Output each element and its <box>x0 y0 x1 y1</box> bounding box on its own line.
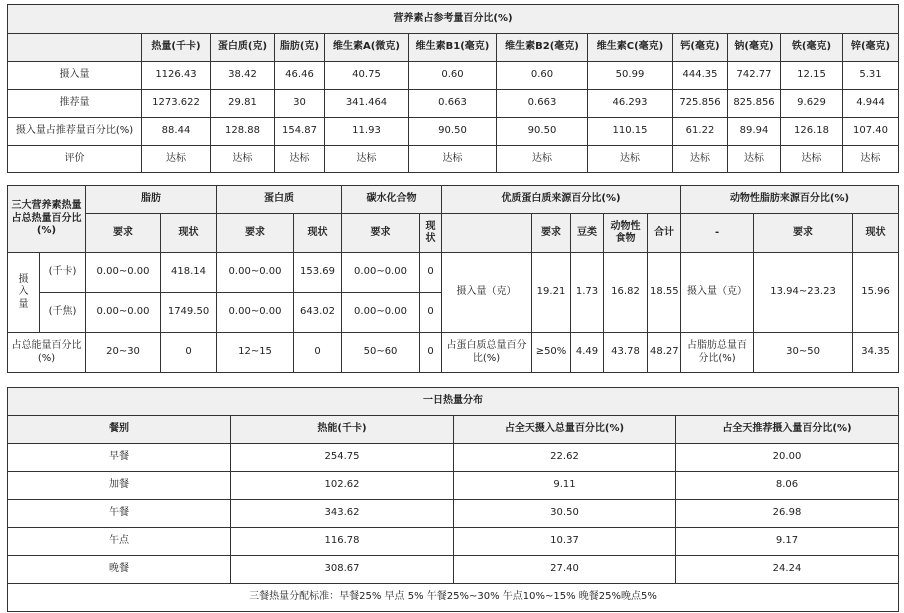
cell: 29.81 <box>211 90 275 118</box>
col-header: 蛋白质(克) <box>211 34 275 62</box>
cell: 24.24 <box>676 556 899 584</box>
col-header: 锌(毫克) <box>843 34 899 62</box>
cell: 达标 <box>275 146 325 173</box>
cell: 50~60 <box>342 333 420 373</box>
table-row <box>8 500 899 528</box>
cell: 0 <box>294 333 342 373</box>
table-row <box>8 293 442 333</box>
table-row <box>8 444 899 472</box>
col-header-recommended-pct: 占全天推荐摄入量百分比(%) <box>676 416 899 444</box>
cell: 46.293 <box>588 90 673 118</box>
cell: 26.98 <box>676 500 899 528</box>
cell: 0.60 <box>497 62 588 90</box>
cell: 20.00 <box>676 444 899 472</box>
cell: 308.67 <box>231 556 454 584</box>
cell: 1749.50 <box>161 293 217 333</box>
cell: 达标 <box>497 146 588 173</box>
cell: 0.00~0.00 <box>86 293 161 333</box>
macronutrient-corner-header: 三大营养素热量占总热量百分比(%) <box>8 186 86 253</box>
cell: 19.21 <box>532 253 571 333</box>
meal-name: 午点 <box>8 528 231 556</box>
cell: 0 <box>161 333 217 373</box>
meal-name: 午餐 <box>8 500 231 528</box>
table-row <box>442 333 899 373</box>
col-header: 要求 <box>754 214 853 253</box>
table-row <box>8 528 899 556</box>
row-label: 摄入量 <box>8 62 142 90</box>
cell: 达标 <box>409 146 497 173</box>
macronutrient-energy-table <box>7 185 442 373</box>
cell: 达标 <box>728 146 781 173</box>
nutrient-table-title: 营养素占参考量百分比(%) <box>8 5 899 34</box>
group-header-fat: 脂肪 <box>86 186 217 214</box>
cell: 达标 <box>673 146 728 173</box>
table-row <box>8 90 899 118</box>
row-label: 占脂肪总量百分比(%) <box>681 333 754 373</box>
table-row <box>8 333 442 373</box>
cell: 27.40 <box>454 556 676 584</box>
cell: 343.62 <box>231 500 454 528</box>
cell: 9.629 <box>781 90 843 118</box>
cell: 89.94 <box>728 118 781 146</box>
table-row <box>8 472 899 500</box>
cell: 达标 <box>843 146 899 173</box>
cell: 0.00~0.00 <box>342 253 420 293</box>
cell: 40.75 <box>325 62 409 90</box>
col-header-energy: 热能(千卡) <box>231 416 454 444</box>
cell: 22.62 <box>454 444 676 472</box>
sub-header-current: 现状 <box>294 214 342 253</box>
cell: 90.50 <box>497 118 588 146</box>
col-header: 维生素B1(毫克) <box>409 34 497 62</box>
cell: 16.82 <box>604 253 648 333</box>
col-header-meal: 餐别 <box>8 416 231 444</box>
meal-name: 加餐 <box>8 472 231 500</box>
nutrient-reference-table <box>7 4 899 173</box>
col-header: 豆类 <box>571 214 604 253</box>
cell: 30.50 <box>454 500 676 528</box>
col-header: 现状 <box>853 214 899 253</box>
cell: 110.15 <box>588 118 673 146</box>
cell: 88.44 <box>142 118 211 146</box>
cell: 46.46 <box>275 62 325 90</box>
col-header: 合计 <box>648 214 681 253</box>
cell: 128.88 <box>211 118 275 146</box>
cell: 418.14 <box>161 253 217 293</box>
cell: 0.60 <box>409 62 497 90</box>
group-header-protein: 蛋白质 <box>217 186 342 214</box>
cell: 0.00~0.00 <box>342 293 420 333</box>
cell: 126.18 <box>781 118 843 146</box>
cell: 742.77 <box>728 62 781 90</box>
cell: 341.464 <box>325 90 409 118</box>
col-header: 要求 <box>532 214 571 253</box>
cell: 0.663 <box>409 90 497 118</box>
cell: 13.94~23.23 <box>754 253 853 333</box>
cell: 444.35 <box>673 62 728 90</box>
sub-header-requirement: 要求 <box>86 214 161 253</box>
cell: 达标 <box>142 146 211 173</box>
corner-cell <box>8 34 142 62</box>
sub-header-requirement: 要求 <box>217 214 294 253</box>
unit-kj: (千焦) <box>40 293 86 333</box>
cell: 0.00~0.00 <box>217 253 294 293</box>
cell: 153.69 <box>294 253 342 293</box>
cell: 9.11 <box>454 472 676 500</box>
meal-name: 晚餐 <box>8 556 231 584</box>
col-header: 钙(毫克) <box>673 34 728 62</box>
cell: 达标 <box>588 146 673 173</box>
col-header: 热量(千卡) <box>142 34 211 62</box>
cell: 0.663 <box>497 90 588 118</box>
sub-header-requirement: 要求 <box>342 214 420 253</box>
intake-label: 摄入量 <box>8 253 40 333</box>
unit-kcal: (千卡) <box>40 253 86 293</box>
cell: ≥50% <box>532 333 571 373</box>
cell: 643.02 <box>294 293 342 333</box>
cell: 90.50 <box>409 118 497 146</box>
col-header: - <box>681 214 754 253</box>
cell: 50.99 <box>588 62 673 90</box>
cell: 48.27 <box>648 333 681 373</box>
col-header: 脂肪(克) <box>275 34 325 62</box>
cell: 34.35 <box>853 333 899 373</box>
blank-header <box>442 214 532 253</box>
cell: 30 <box>275 90 325 118</box>
daily-energy-title: 一日热量分布 <box>8 388 899 416</box>
table-row <box>8 146 899 173</box>
cell: 116.78 <box>231 528 454 556</box>
quality-protein-title: 优质蛋白质来源百分比(%) <box>442 186 681 214</box>
cell: 43.78 <box>604 333 648 373</box>
cell: 8.06 <box>676 472 899 500</box>
sub-header-current: 现状 <box>420 214 442 253</box>
cell: 15.96 <box>853 253 899 333</box>
col-header-intake-pct: 占全天摄入总量百分比(%) <box>454 416 676 444</box>
cell: 达标 <box>325 146 409 173</box>
cell: 154.87 <box>275 118 325 146</box>
cell: 0.00~0.00 <box>86 253 161 293</box>
table-row <box>8 62 899 90</box>
cell: 10.37 <box>454 528 676 556</box>
meal-name: 早餐 <box>8 444 231 472</box>
col-header: 维生素C(毫克) <box>588 34 673 62</box>
cell: 1273.622 <box>142 90 211 118</box>
row-label: 摄入量占推荐量百分比(%) <box>8 118 142 146</box>
col-header: 维生素B2(毫克) <box>497 34 588 62</box>
col-header: 钠(毫克) <box>728 34 781 62</box>
cell: 1126.43 <box>142 62 211 90</box>
daily-energy-distribution-table <box>7 387 899 612</box>
cell: 11.93 <box>325 118 409 146</box>
cell: 38.42 <box>211 62 275 90</box>
sub-header-current: 现状 <box>161 214 217 253</box>
cell: 5.31 <box>843 62 899 90</box>
cell: 达标 <box>211 146 275 173</box>
cell: 0 <box>420 253 442 293</box>
col-header: 动物性食物 <box>604 214 648 253</box>
energy-ratio-label: 占总能量百分比(%) <box>8 333 86 373</box>
cell: 4.49 <box>571 333 604 373</box>
cell: 1.73 <box>571 253 604 333</box>
cell: 20~30 <box>86 333 161 373</box>
row-label: 评价 <box>8 146 142 173</box>
cell: 12.15 <box>781 62 843 90</box>
table-row <box>8 118 899 146</box>
cell: 9.17 <box>676 528 899 556</box>
col-header: 维生素A(微克) <box>325 34 409 62</box>
cell: 12~15 <box>217 333 294 373</box>
protein-fat-source-table <box>441 185 899 373</box>
cell: 0 <box>420 333 442 373</box>
cell: 0 <box>420 293 442 333</box>
cell: 825.856 <box>728 90 781 118</box>
cell: 达标 <box>781 146 843 173</box>
cell: 61.22 <box>673 118 728 146</box>
table-row <box>442 253 899 333</box>
group-header-carbs: 碳水化合物 <box>342 186 442 214</box>
row-label: 推荐量 <box>8 90 142 118</box>
cell: 254.75 <box>231 444 454 472</box>
col-header: 铁(毫克) <box>781 34 843 62</box>
cell: 18.55 <box>648 253 681 333</box>
cell: 0.00~0.00 <box>217 293 294 333</box>
cell: 30~50 <box>754 333 853 373</box>
animal-fat-title: 动物性脂肪来源百分比(%) <box>681 186 899 214</box>
table-row <box>8 253 442 293</box>
table-row <box>8 556 899 584</box>
cell: 725.856 <box>673 90 728 118</box>
row-label: 占蛋白质总量百分比(%) <box>442 333 532 373</box>
energy-distribution-footnote: 三餐热量分配标准：早餐25% 早点 5% 午餐25%~30% 午点10%~15% 晚餐25%晚点5% <box>8 584 899 612</box>
cell: 4.944 <box>843 90 899 118</box>
row-label: 摄入量（克） <box>442 253 532 333</box>
cell: 107.40 <box>843 118 899 146</box>
cell: 102.62 <box>231 472 454 500</box>
row-label: 摄入量（克） <box>681 253 754 333</box>
